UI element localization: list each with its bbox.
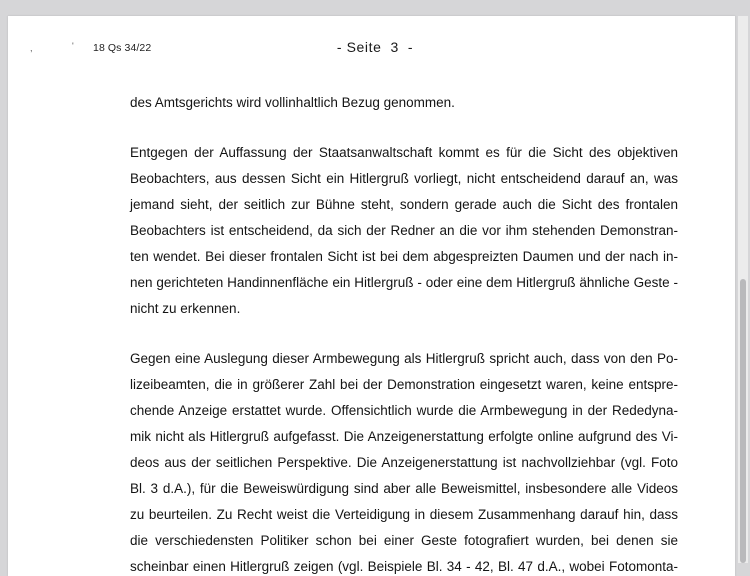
paragraph: [130, 140, 678, 322]
text-line: scheinbar einen Hitlergruß zeigen (vgl. Beispiele Bl. 34 - 42, Bl. 47 d.A., wobei Fotomonta-: [130, 559, 678, 574]
document-body: [130, 90, 678, 576]
text-line: Beobachters, aus dessen Sicht ein Hitlergruß vorliegt, nicht entscheidend darauf an, was: [130, 171, 678, 186]
page-number: - Seite 3 -: [336, 39, 414, 55]
text-line: Beobachters ist entscheidend, da sich der Redner an die vor ihm stehenden Demonstran-: [130, 223, 678, 238]
text-line: des Amtsgerichts wird vollinhaltlich Bezug genommen.: [130, 95, 455, 110]
paragraph: [130, 90, 678, 116]
text-line: nen gerichteten Handinnenfläche ein Hitlergruß - oder eine dem Hitlergruß ähnliche Geste -: [130, 275, 678, 290]
paragraph: [130, 346, 678, 576]
scan-mark: ,: [30, 43, 33, 53]
scrollbar-thumb[interactable]: [740, 279, 746, 563]
text-line: mik nicht als Hitlergruß aufgefasst. Die Anzeigenerstattung erfolgte online aufgrund des Vi-: [130, 429, 678, 444]
text-line: lizeibeamten, die in größerer Zahl bei der Demonstration eingesetzt waren, keine entspre-: [130, 377, 678, 392]
text-line: deos aus der seitlichen Perspektive. Die Anzeigenerstattung ist nachvollziehbar (vgl. Foto: [130, 455, 678, 470]
document-page: [8, 16, 735, 576]
text-line: jemand sieht, der seitlich zur Bühne steht, sondern gerade auch die Sicht des frontalen: [130, 197, 678, 212]
case-number: 18 Qs 34/22: [93, 42, 152, 54]
vertical-scrollbar[interactable]: [738, 16, 748, 563]
text-line: ten wendet. Bei dieser frontalen Sicht ist bei dem abgespreizten Daumen und der nach in-: [130, 249, 678, 264]
scan-mark: ': [72, 41, 74, 51]
text-line: nicht zu erkennen.: [130, 301, 241, 316]
text-line: Entgegen der Auffassung der Staatsanwaltschaft kommt es für die Sicht des objektiven: [130, 145, 678, 160]
text-line: Bl. 3 d.A.), für die Beweiswürdigung sind aber alle Beweismittel, insbesondere alle Videos: [130, 481, 678, 496]
text-line: die verschiedensten Politiker schon bei einer Geste fotografiert wurden, bei denen sie: [130, 533, 678, 548]
text-line: chende Anzeige erstattet wurde. Offensichtlich wurde die Armbewegung in der Rededyna-: [130, 403, 678, 418]
text-line: Gegen eine Auslegung dieser Armbewegung als Hitlergruß spricht auch, dass von den Po-: [130, 351, 678, 366]
text-line: zu beurteilen. Zu Recht weist die Verteidigung in diesem Zusammenhang darauf hin, dass: [130, 507, 678, 522]
